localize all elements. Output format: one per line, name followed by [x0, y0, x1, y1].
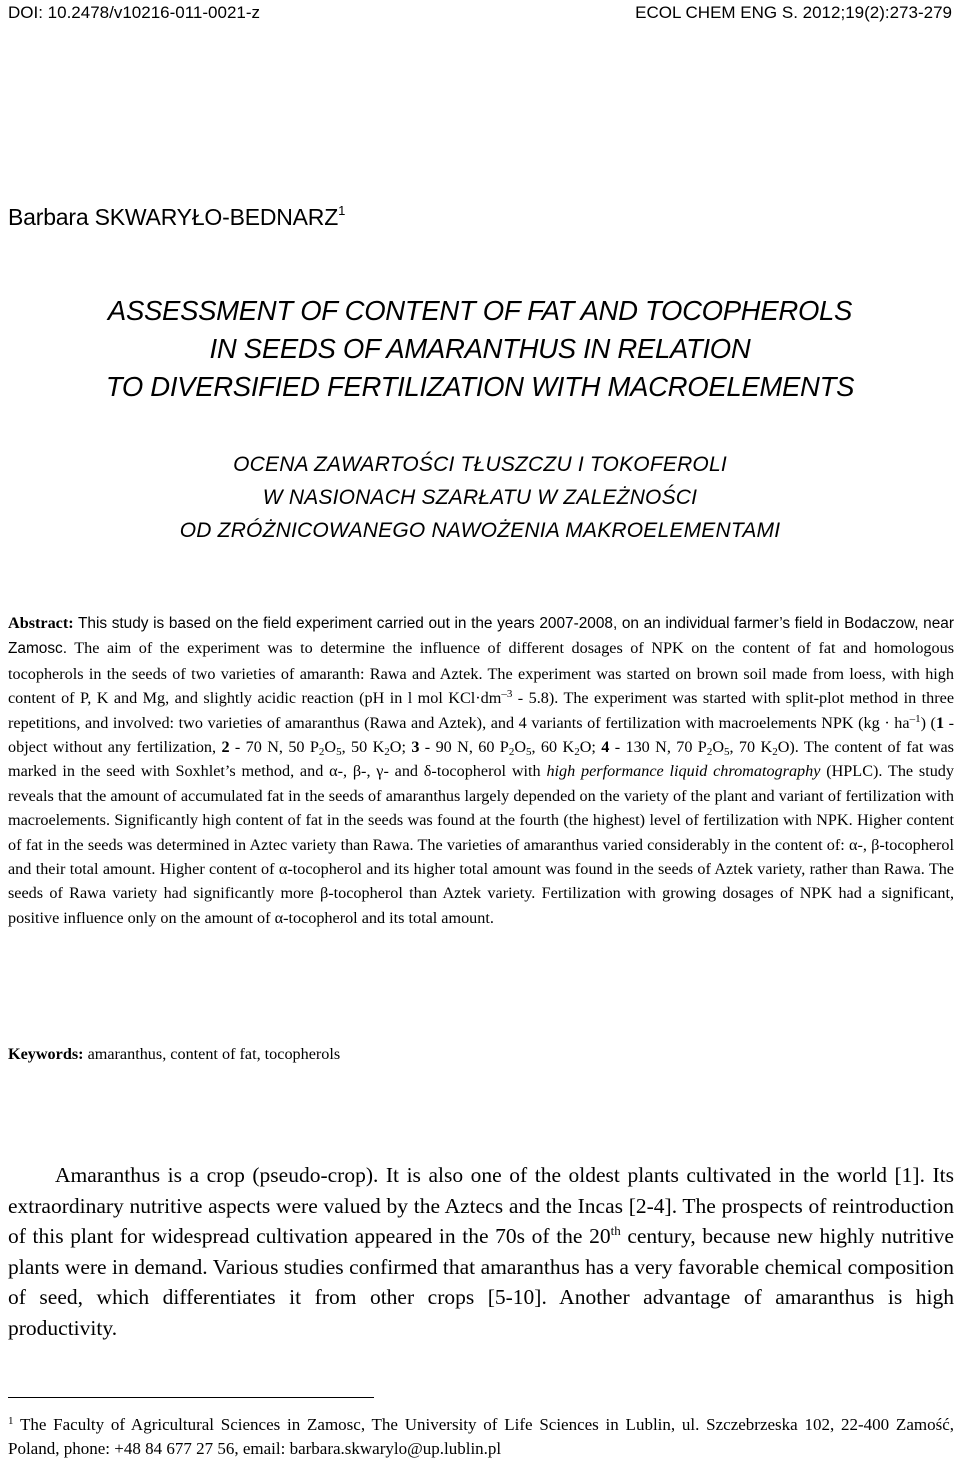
abstract-sub: 5	[336, 746, 342, 759]
footnote	[8, 1413, 954, 1461]
abstract-text: O	[712, 738, 725, 757]
footnote-rule	[8, 1397, 374, 1398]
abstract-text: , 50 K	[341, 738, 385, 757]
abstract-text: - 70 N, 50 P	[229, 738, 319, 757]
abstract-text: - object without any fertilization,	[8, 713, 954, 757]
footnote-mark: 1	[8, 1415, 14, 1427]
abstract-sub: 2	[574, 746, 580, 759]
variant-number: 3	[411, 738, 420, 757]
abstract-text: O	[514, 738, 527, 757]
body-paragraph	[8, 1160, 954, 1343]
variant-number: 1	[935, 713, 945, 732]
keywords-label: Keywords:	[8, 1045, 84, 1063]
polish-title-line-2: W NASIONACH SZARŁATU W ZALEŻNOŚCI	[262, 486, 698, 509]
abstract-italic-term: high performance liquid chromatography	[546, 762, 821, 781]
abstract-label: Abstract:	[8, 614, 74, 632]
abstract-text-2: - 5.8). The experiment was started with split-plot method in three repetitions, and involved: two varieties of amaranthus (Rawa and Aztek), and 4 variants of fertilization with macroelements NPK (kg · ha	[8, 689, 954, 732]
abstract-text: ) (	[920, 713, 936, 732]
abstract-text: - 130 N, 70 P	[609, 738, 707, 757]
abstract-intro: This study is based on the field experiment carried out in the years 2007-2008, on an individual farmer’s field in Bodaczow, near Zamosc.	[8, 615, 954, 658]
footnote-text: The Faculty of Agricultural Sciences in Zamosc, The University of Life Sciences in Lublin, ul. Szczebrzeska 102, 22-400 Zamość, Poland, phone: +48 84 677 27 56, email: barbara.skwarylo@up.lublin.pl	[8, 1415, 954, 1458]
polish-title-line-3: OD ZRÓŻNICOWANEGO NAWOŻENIA MAKROELEMENTAMI	[179, 519, 781, 542]
abstract-sub: 2	[384, 746, 390, 759]
abstract	[8, 611, 954, 930]
abstract-sub: 2	[508, 746, 515, 759]
abstract-sub: 2	[772, 746, 778, 759]
abstract-sub: 2	[706, 746, 713, 759]
body-text: century, because new highly nutritive plants were in demand. Various studies confirmed that amaranthus has a very favorable chemical composition of seed, which differentiates it from other crops [5-10]. Another advantage of amaranthus is high productivity.	[8, 1224, 954, 1340]
abstract-text: - 90 N, 60 P	[419, 738, 509, 757]
body-text: Amaranthus is a crop (pseudo-crop). It is also one of the oldest plants cultivated in the world [1]. Its extraordinary nutritive aspects were valued by the Aztecs and the Incas [2-4]. The prospects of reintroduction of this plant for widespread cultivation appeared in the 70s of the 20	[8, 1163, 954, 1248]
abstract-text: O;	[579, 738, 602, 757]
english-title-line-3: TO DIVERSIFIED FERTILIZATION WITH MACROELEMENTS	[105, 371, 855, 402]
polish-title	[0, 448, 960, 547]
abstract-sup: –1	[909, 712, 921, 725]
journal-citation: ECOL CHEM ENG S. 2012;19(2):273-279	[635, 3, 952, 22]
author-name	[8, 203, 345, 231]
english-title	[0, 292, 960, 406]
keywords	[8, 1045, 340, 1064]
abstract-text: O). The content of fat was marked in the seed with Soxhlet’s method, and α-, β-, γ- and δ-tocopherol with	[8, 738, 954, 781]
abstract-sub: 2	[318, 746, 325, 759]
abstract-text: O;	[389, 738, 412, 757]
english-title-line-2: IN SEEDS OF AMARANTHUS IN RELATION	[209, 333, 751, 364]
doi-text: DOI: 10.2478/v10216-011-0021-z	[8, 3, 261, 22]
body-sup: th	[610, 1223, 621, 1238]
abstract-sup: –3	[501, 688, 513, 701]
abstract-sub: 5	[526, 746, 532, 759]
affiliation-mark: 1	[338, 203, 346, 218]
running-header	[8, 3, 952, 23]
abstract-sub: 5	[724, 746, 730, 759]
abstract-text: (HPLC). The study reveals that the amount of accumulated fat in the seeds of amaranthus largely depended on the variety of the plant and variant of fertilization with macroelements. Significantly high content of fat in the seeds was found at the fourth (the highest) level of fertilization with NPK. Higher content of fat in the seeds was determined in Aztec variety than Rawa. The varieties of amaranthus varied considerably in the content of: α-, β-tocopherol and their total amount. Higher content of α-tocopherol and its higher total amount was found in the seeds of Aztek variety, rather than Rawa. The seeds of Rawa variety had significantly more β-tocopherol than Aztek variety. Fertilization with growing dosages of NPK had a significant, positive influence only on the amount of α-tocopherol and its total amount.	[8, 762, 954, 927]
abstract-text: O	[324, 738, 337, 757]
author-name-text: Barbara SKWARYŁO-BEDNARZ	[8, 204, 339, 230]
keywords-text: amaranthus, content of fat, tocopherols	[83, 1045, 341, 1063]
english-title-line-1: ASSESSMENT OF CONTENT OF FAT AND TOCOPHEROLS	[107, 295, 853, 326]
variant-number: 4	[601, 738, 610, 757]
abstract-text: , 60 K	[531, 738, 575, 757]
abstract-text: , 70 K	[729, 738, 773, 757]
abstract-text-1: The aim of the experiment was to determine the influence of different dosages of NPK on the content of fat and homologous tocopherols in the seeds of two varieties of amaranth: Rawa and Aztek. The experiment was started on brown soil made from loess, with high content of P, K and Mg, and slightly acidic reaction (pH in l mol KCl·dm	[8, 639, 954, 708]
variant-number: 2	[221, 738, 230, 757]
polish-title-line-1: OCENA ZAWARTOŚCI TŁUSZCZU I TOKOFEROLI	[233, 453, 727, 476]
